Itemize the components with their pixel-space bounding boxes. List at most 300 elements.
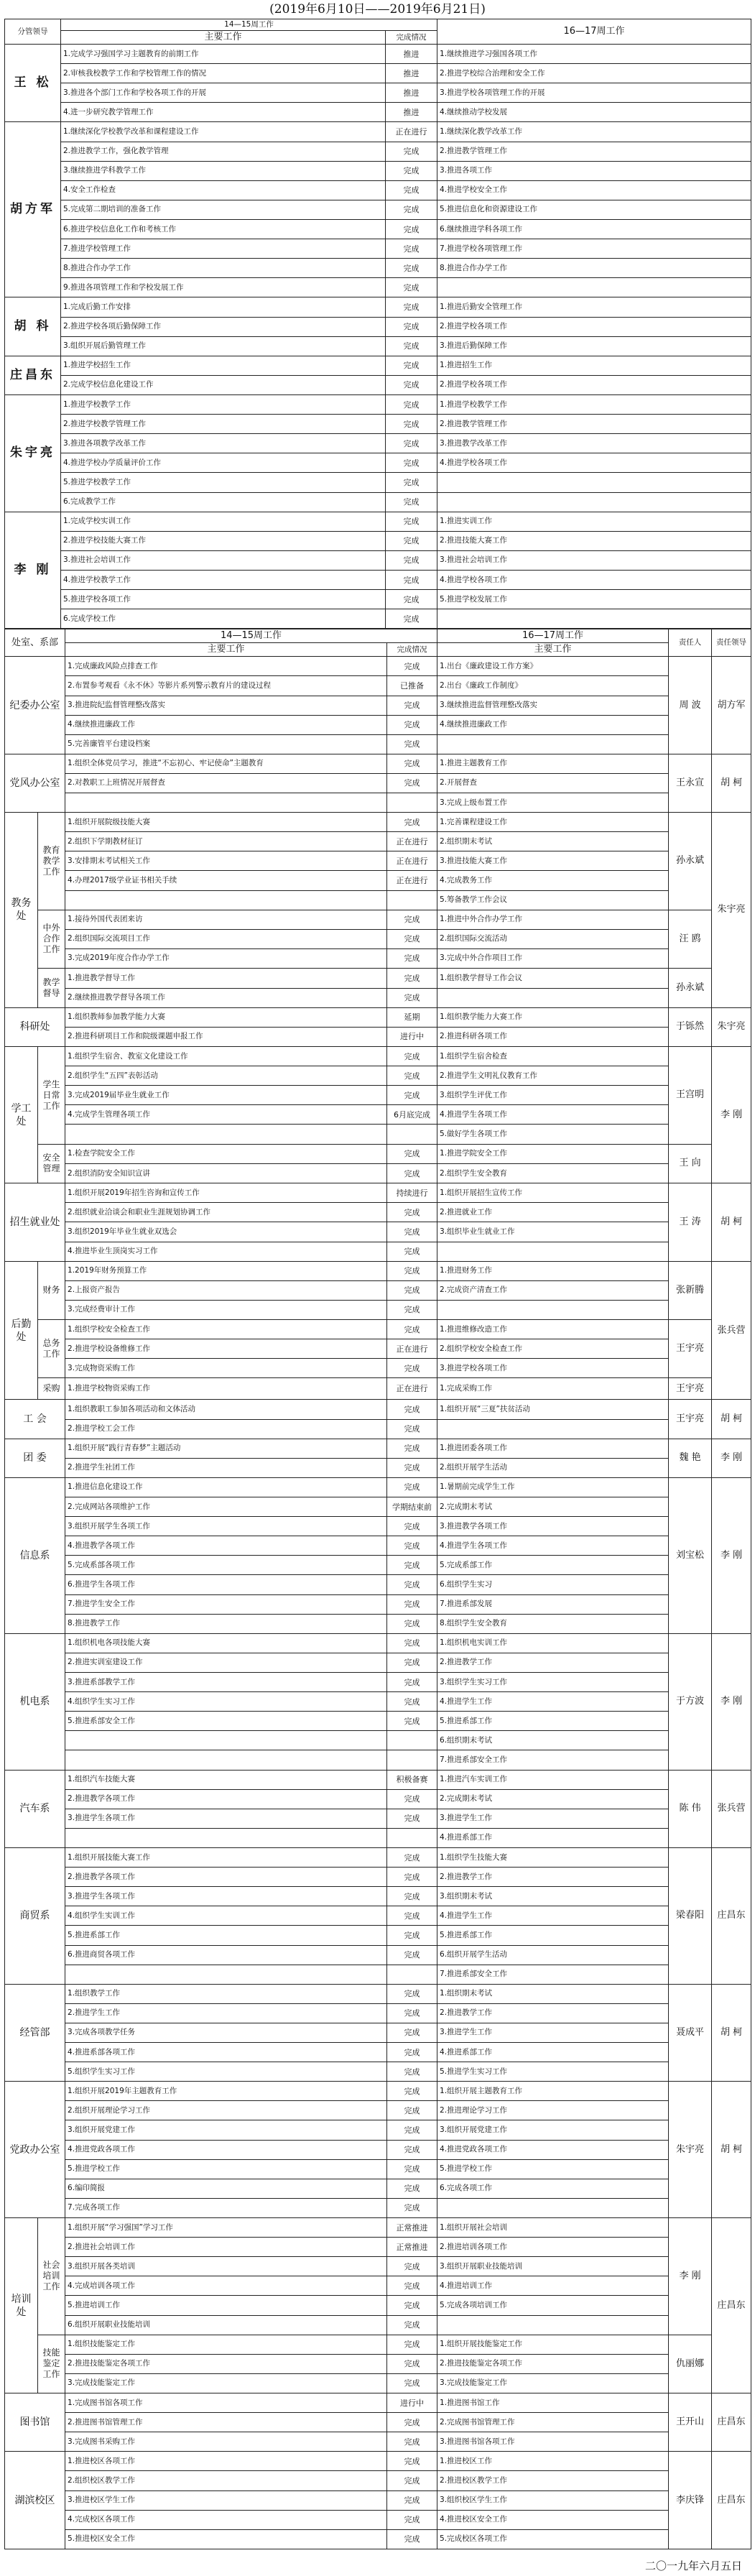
work-item-1415: 3.推进社会培训工作	[61, 550, 386, 570]
work-item-1415: 1.继续深化学校教学改革和课程建设工作	[61, 122, 386, 142]
table-row	[5, 1419, 751, 1439]
status-cell: 完成	[387, 1653, 437, 1672]
status-cell: 完成	[387, 773, 437, 793]
work-item-1617: 2.组织学校安全检查工作	[437, 1339, 669, 1359]
owner-name: 李 刚	[669, 2218, 712, 2335]
status-cell: 完成	[387, 2159, 437, 2179]
work-item-1617: 1.完成采购工作	[437, 1378, 669, 1400]
responsible-leader: 庄昌东	[712, 2452, 751, 2549]
work-item-1415: 2.推进教学各项工作	[65, 1789, 387, 1809]
table-row	[5, 200, 751, 219]
table-row	[5, 2315, 751, 2335]
work-item-1617: 5.做好学生各项工作	[437, 1125, 669, 1144]
status-cell: 完成	[387, 2490, 437, 2510]
table-row	[5, 2257, 751, 2276]
table-row	[5, 2198, 751, 2217]
work-item-1415: 3.组织开展各类培训	[65, 2257, 387, 2276]
status-cell: 完成	[387, 1517, 437, 1536]
work-item-1415: 3.完成2019届毕业生就业工作	[65, 1086, 387, 1105]
work-item-1415: 1.推进校区各项工作	[65, 2452, 387, 2471]
work-item-1617	[437, 988, 669, 1007]
work-item-1617	[437, 1242, 669, 1261]
responsible-leader: 胡 柯	[712, 2082, 751, 2218]
status-cell: 完成	[387, 2354, 437, 2373]
owner-name: 王 向	[669, 1144, 712, 1183]
work-item-1415: 8.推进教学工作	[65, 1614, 387, 1633]
table-row	[5, 793, 751, 813]
work-item-1415: 5.推进学校各项工作	[61, 590, 386, 609]
work-item-1415: 6.完成学校工作	[61, 609, 386, 629]
status-cell: 完成	[387, 2276, 437, 2296]
status-cell	[387, 1828, 437, 1847]
work-item-1415: 7.完成各项工作	[65, 2198, 387, 2217]
date-range: (2019年6月10日——2019年6月21日)	[269, 2, 486, 17]
table-row	[5, 2529, 751, 2549]
work-item-1415: 2.推进学校技能大赛工作	[61, 531, 386, 550]
work-item-1415: 4.完成培训各项工作	[65, 2276, 387, 2296]
table-row	[5, 1809, 751, 1828]
work-item-1617: 1.推进维修改造工作	[437, 1320, 669, 1339]
work-item-1415: 5.完成第二期培训的准备工作	[61, 200, 386, 219]
work-item-1617: 6.完成各项工作	[437, 2179, 669, 2198]
sub-section-name: 财务	[38, 1261, 65, 1319]
status-cell	[387, 890, 437, 910]
sub-section-name: 总务工作	[38, 1320, 65, 1378]
leader-work-table	[4, 19, 751, 629]
responsible-leader: 张兵营	[712, 1261, 751, 1400]
sub-section-name: 技能鉴定工作	[38, 2335, 65, 2393]
table-row	[5, 1439, 751, 1458]
work-item-1415: 1.组织学校安全检查工作	[65, 1320, 387, 1339]
work-item-1415	[65, 890, 387, 910]
work-item-1617: 2.推进学校各项工作	[437, 317, 751, 336]
table-row	[5, 1300, 751, 1319]
responsible-leader: 胡方军	[712, 657, 751, 754]
status-cell: 完成	[387, 2198, 437, 2217]
owner-name: 于铄然	[669, 1007, 712, 1046]
status-cell: 推进	[386, 103, 437, 122]
work-item-1415: 2.组织下学期教材征订	[65, 832, 387, 851]
table-row	[5, 1164, 751, 1183]
work-item-1415: 3.完成图书采购工作	[65, 2432, 387, 2452]
status-cell: 完成	[387, 910, 437, 929]
status-cell: 完成	[387, 2413, 437, 2432]
work-item-1415: 3.组织开展学生各项工作	[65, 1517, 387, 1536]
status-cell: 完成	[387, 988, 437, 1007]
responsible-leader: 胡 柯	[712, 1183, 751, 1261]
status-cell: 完成	[387, 1984, 437, 2003]
work-item-1415: 2.推进科研项目工作和院级课题申报工作	[65, 1027, 387, 1046]
work-item-1415: 3.推进学生各项工作	[65, 1887, 387, 1906]
work-item-1617: 2.推进技能大赛工作	[437, 531, 751, 550]
status-cell: 完成	[387, 1712, 437, 1731]
table-row	[5, 696, 751, 715]
table-row	[5, 2023, 751, 2042]
work-item-1415: 1.推进学校招生工作	[61, 356, 386, 375]
header-w1617: 16—17周工作	[437, 19, 751, 45]
work-item-1617: 5.推进信息化和资源建设工作	[437, 200, 751, 219]
table-row	[5, 657, 751, 676]
work-item-1617: 4.推进学生工作	[437, 1906, 669, 1926]
work-item-1415: 1.组织教职工参加各项活动和文体活动	[65, 1400, 387, 1419]
work-item-1617: 3.推进学校各项工作	[437, 1359, 669, 1378]
table-row	[5, 434, 751, 453]
table-row	[5, 1280, 751, 1300]
status-cell: 完成	[386, 200, 437, 219]
work-item-1415: 1.组织机电各项技能大赛	[65, 1633, 387, 1653]
header-resp-leader: 责任领导	[712, 629, 751, 657]
status-cell: 完成	[387, 1300, 437, 1319]
work-item-1415: 2.组织消防安全知识宣讲	[65, 1164, 387, 1183]
work-item-1617: 3.组织期末考试	[437, 1887, 669, 1906]
work-item-1617: 1.组织开展技能鉴定工作	[437, 2335, 669, 2354]
work-item-1617: 8.组织学生安全教育	[437, 1614, 669, 1633]
work-item-1415: 1.组织开展2019年主题教育工作	[65, 2082, 387, 2101]
table-row	[5, 161, 751, 180]
work-item-1617: 1.推进后勤安全管理工作	[437, 297, 751, 317]
work-item-1415: 1.组织开展“学习强国”学习工作	[65, 2218, 387, 2238]
status-cell: 进行中	[387, 1027, 437, 1046]
owner-name: 王宇亮	[669, 1378, 712, 1400]
header-main-work-b: 主要工作	[65, 643, 387, 657]
status-cell: 推进	[386, 64, 437, 83]
status-cell: 完成	[386, 492, 437, 512]
work-item-1617: 7.推进系部发展	[437, 1594, 669, 1614]
header-w1415: 14—15周工作	[61, 19, 437, 31]
status-cell: 完成	[387, 813, 437, 832]
work-item-1617: 2.推进教学工作	[437, 1868, 669, 1887]
status-cell: 持续进行	[387, 1183, 437, 1203]
work-item-1617: 5.完成系部工作	[437, 1556, 669, 1575]
work-item-1415: 2.推进学校各项后勤保障工作	[61, 317, 386, 336]
status-cell: 完成	[387, 948, 437, 968]
work-item-1415: 3.推进院纪监督管理整改落实	[65, 696, 387, 715]
table-row	[5, 1672, 751, 1691]
status-cell: 完成	[387, 2529, 437, 2549]
work-item-1617: 3.推进社会培训工作	[437, 550, 751, 570]
status-cell: 完成	[387, 1439, 437, 1458]
table-row	[5, 676, 751, 696]
header-main-work: 主要工作	[61, 31, 386, 45]
work-item-1617: 1.推进中外合作办学工作	[437, 910, 669, 929]
table-row	[5, 1965, 751, 1984]
responsible-leader: 胡 柯	[712, 1984, 751, 2082]
leader-name: 胡 科	[5, 297, 61, 356]
work-item-1415: 2.布置参考观看《永不休》等影片系列警示教育片的建设过程	[65, 676, 387, 696]
table-row	[5, 1653, 751, 1672]
status-cell: 完成	[387, 2101, 437, 2120]
work-item-1617: 5.完成各项培训工作	[437, 2296, 669, 2315]
table-row	[5, 219, 751, 239]
status-cell: 完成	[387, 969, 437, 989]
work-item-1617: 2.开展督查	[437, 773, 669, 793]
work-item-1617: 4.推进学校各项工作	[437, 453, 751, 473]
table-row	[5, 1906, 751, 1926]
work-item-1617: 2.推进学校综合治理和安全工作	[437, 64, 751, 83]
work-item-1617: 1.组织开展社会培训	[437, 2218, 669, 2238]
department-name: 经管部	[5, 1984, 65, 2082]
work-item-1415: 6.完成教学工作	[61, 492, 386, 512]
work-item-1415: 6.组织开展职业技能培训	[65, 2315, 387, 2335]
table-row	[5, 1222, 751, 1242]
status-cell: 完成	[387, 2510, 437, 2529]
work-item-1617: 7.推进系部安全工作	[437, 1965, 669, 1984]
work-item-1617: 1.组织开展招生宣传工作	[437, 1183, 669, 1203]
status-cell: 完成	[387, 1046, 437, 1066]
work-item-1617: 1.推进图书馆工作	[437, 2393, 669, 2413]
status-cell: 完成	[386, 239, 437, 259]
table-row	[5, 2218, 751, 2238]
sub-section-name: 采购	[38, 1378, 65, 1400]
work-item-1617: 5.推进系部工作	[437, 1712, 669, 1731]
work-item-1415: 6.推进学校信息化工作和考核工作	[61, 219, 386, 239]
table-row	[5, 239, 751, 259]
responsible-leader: 李 刚	[712, 1633, 751, 1770]
status-cell: 完成	[387, 1144, 437, 1164]
work-item-1415: 4.推进教学各项工作	[65, 1536, 387, 1556]
work-item-1617: 3.推进教学改革工作	[437, 434, 751, 453]
work-item-1617	[437, 492, 751, 512]
work-item-1617: 3.推进学生工作	[437, 2023, 669, 2042]
sub-section-name: 社会培训工作	[38, 2218, 65, 2335]
work-item-1415: 2.推进教学工作，强化教学管理	[61, 142, 386, 161]
responsible-leader: 李 刚	[712, 1477, 751, 1633]
table-row	[5, 2296, 751, 2315]
status-cell: 正常推进	[387, 2238, 437, 2257]
work-item-1415: 3.推进校区学生工作	[65, 2490, 387, 2510]
work-item-1415	[65, 1750, 387, 1770]
work-item-1415: 3.组织开展党建工作	[65, 2120, 387, 2140]
work-item-1617	[437, 734, 669, 754]
status-cell: 完成	[387, 1926, 437, 1945]
status-cell: 完成	[387, 1692, 437, 1712]
work-item-1617: 3.组织毕业生就业工作	[437, 1222, 669, 1242]
work-item-1415: 3.完成经费审计工作	[65, 1300, 387, 1319]
status-cell: 完成	[387, 2257, 437, 2276]
table-row	[5, 336, 751, 356]
work-item-1617: 3.推进技能大赛工作	[437, 851, 669, 871]
work-item-1617: 2.推进就业工作	[437, 1203, 669, 1222]
status-cell: 完成	[387, 1203, 437, 1222]
status-cell: 完成	[387, 657, 437, 676]
status-cell: 完成	[387, 1400, 437, 1419]
status-cell: 推进	[386, 45, 437, 64]
work-item-1617: 2.推进培训各项工作	[437, 2238, 669, 2257]
header-owner: 责任人	[669, 629, 712, 657]
status-cell: 完成	[386, 259, 437, 278]
status-cell: 完成	[387, 1164, 437, 1183]
status-cell: 完成	[387, 1242, 437, 1261]
work-item-1415: 2.推进社会培训工作	[65, 2238, 387, 2257]
status-cell: 完成	[386, 161, 437, 180]
table-row	[5, 570, 751, 589]
table-row	[5, 492, 751, 512]
table-row	[5, 1105, 751, 1125]
table-row	[5, 1261, 751, 1280]
status-cell: 正在进行	[387, 1339, 437, 1359]
work-item-1617: 4.推进学生工作	[437, 1692, 669, 1712]
work-item-1617: 1.继续推进学习强国各项工作	[437, 45, 751, 64]
work-item-1415: 3.组织开展后勤管理工作	[61, 336, 386, 356]
status-cell: 完成	[387, 715, 437, 734]
leader-name: 朱宇亮	[5, 394, 61, 512]
work-item-1617: 2.组织国际交流活动	[437, 929, 669, 948]
table-row	[5, 2373, 751, 2393]
work-item-1415	[65, 1828, 387, 1847]
status-cell: 完成	[387, 734, 437, 754]
table-row	[5, 851, 751, 871]
work-item-1415: 4.推进学校教学工作	[61, 570, 386, 589]
work-item-1415: 5.完成系部各项工作	[65, 1556, 387, 1575]
work-item-1415: 2.推进教学各项工作	[65, 1868, 387, 1887]
work-item-1617: 1.推进团委各项工作	[437, 1439, 669, 1458]
owner-name: 周 波	[669, 657, 712, 754]
work-item-1415: 1.组织教师参加教学能力大赛	[65, 1007, 387, 1027]
status-cell	[387, 793, 437, 813]
table-row	[5, 1692, 751, 1712]
status-cell: 完成	[386, 317, 437, 336]
table-row	[5, 531, 751, 550]
table-row	[5, 2140, 751, 2159]
work-item-1617: 6.组织开展学生活动	[437, 1945, 669, 1965]
leader-name: 庄昌东	[5, 356, 61, 394]
status-cell: 完成	[387, 1458, 437, 1477]
status-cell: 学期结束前	[387, 1497, 437, 1516]
owner-name: 王宇亮	[669, 1400, 712, 1439]
work-item-1415: 1.组织开展技能大赛工作	[65, 1847, 387, 1867]
table-row	[5, 871, 751, 890]
owner-name: 刘宝松	[669, 1477, 712, 1633]
table-row	[5, 1868, 751, 1887]
work-item-1415: 1.组织全体党员学习，推进“不忘初心、牢记使命”主题教育	[65, 754, 387, 773]
work-item-1415: 5.推进系部工作	[65, 1926, 387, 1945]
department-name: 汽车系	[5, 1770, 65, 1847]
work-item-1617: 4.完成教务工作	[437, 871, 669, 890]
work-item-1415: 4.继续推进廉政工作	[65, 715, 387, 734]
footer-date: 二〇一九年六月五日	[644, 2559, 742, 2572]
table-row	[5, 988, 751, 1007]
table-row	[5, 1828, 751, 1847]
table-row	[5, 375, 751, 394]
status-cell: 完成	[387, 1672, 437, 1691]
work-item-1617: 6.继续推进学科各项工作	[437, 219, 751, 239]
status-cell: 完成	[386, 609, 437, 629]
table-row	[5, 1027, 751, 1046]
work-item-1415: 1.组织汽车技能大赛	[65, 1770, 387, 1789]
work-item-1617	[437, 1419, 669, 1439]
work-item-1617: 1.推进汽车实训工作	[437, 1770, 669, 1789]
work-item-1415: 4.组织学生实训工作	[65, 1906, 387, 1926]
status-cell: 完成	[387, 2140, 437, 2159]
status-cell: 完成	[386, 512, 437, 531]
work-item-1617: 2.组织学生安全教育	[437, 1164, 669, 1183]
work-item-1617: 4.推进学校各项工作	[437, 570, 751, 589]
status-cell: 正在进行	[387, 1378, 437, 1400]
work-item-1415: 5.推进校区安全工作	[65, 2529, 387, 2549]
table-row	[5, 832, 751, 851]
table-row	[5, 2003, 751, 2023]
header-status-b: 完成情况	[387, 643, 437, 657]
work-item-1617: 4.推进系部工作	[437, 1828, 669, 1847]
status-cell: 6月底完成	[387, 1105, 437, 1125]
owner-name: 李庆锋	[669, 2452, 712, 2549]
work-item-1617: 4.继续推进廉政工作	[437, 715, 669, 734]
table-row	[5, 1359, 751, 1378]
work-item-1415: 3.安排期末考试相关工作	[65, 851, 387, 871]
responsible-leader: 胡 柯	[712, 754, 751, 812]
status-cell: 完成	[387, 1086, 437, 1105]
work-item-1617: 1.推进实训工作	[437, 512, 751, 531]
work-item-1617: 3.推进各项工作	[437, 161, 751, 180]
header-status: 完成情况	[386, 31, 437, 45]
work-item-1617: 5.筹备教学工作会议	[437, 890, 669, 910]
status-cell: 完成	[386, 453, 437, 473]
work-item-1415: 4.进一步研究教学管理工作	[61, 103, 386, 122]
work-item-1415: 2.推进实训室建设工作	[65, 1653, 387, 1672]
work-item-1415: 2.完成网站各项维护工作	[65, 1497, 387, 1516]
status-cell: 完成	[387, 1261, 437, 1280]
work-item-1617: 3.完成技能鉴定工作	[437, 2373, 669, 2393]
work-item-1617: 5.完成校区各项工作	[437, 2529, 669, 2549]
work-item-1415: 3.推进各项教学改革工作	[61, 434, 386, 453]
status-cell: 完成	[386, 434, 437, 453]
department-name: 图书馆	[5, 2393, 65, 2452]
status-cell: 完成	[386, 336, 437, 356]
table-row	[5, 2276, 751, 2296]
work-item-1415: 4.推进党政各项工作	[65, 2140, 387, 2159]
header-w1415-b: 14—15周工作	[65, 629, 437, 643]
work-item-1415: 2.组织学生“五四”表彰活动	[65, 1066, 387, 1086]
work-item-1617: 3.推进学校各项管理工作的开展	[437, 83, 751, 103]
work-item-1415: 2.推进学生社团工作	[65, 1458, 387, 1477]
work-item-1617: 2.组织开展学生活动	[437, 1458, 669, 1477]
work-item-1617: 5.推进系部工作	[437, 1926, 669, 1945]
table-row	[5, 2354, 751, 2373]
work-item-1617: 3.完成上级布置工作	[437, 793, 669, 813]
work-item-1415: 1.组织学生宿舍、教室文化建设工作	[65, 1046, 387, 1066]
table-row	[5, 1750, 751, 1770]
department-name: 机电系	[5, 1633, 65, 1770]
owner-name: 仇丽娜	[669, 2335, 712, 2393]
work-item-1617: 3.推进后勤保障工作	[437, 336, 751, 356]
work-item-1617: 4.推进学生各项工作	[437, 1105, 669, 1125]
status-cell: 完成	[386, 142, 437, 161]
table-row	[5, 1926, 751, 1945]
status-cell: 完成	[387, 2471, 437, 2490]
table-row	[5, 83, 751, 103]
work-item-1415: 5.组织学生实习工作	[65, 2062, 387, 2082]
status-cell: 正在进行	[386, 122, 437, 142]
status-cell: 完成	[387, 1419, 437, 1439]
status-cell: 进行中	[387, 2393, 437, 2413]
work-item-1617: 1.组织教学能力大赛工作	[437, 1007, 669, 1027]
responsible-leader: 李 刚	[712, 1439, 751, 1477]
work-item-1415: 1.完成后勤工作安排	[61, 297, 386, 317]
status-cell	[387, 1731, 437, 1750]
work-item-1617: 2.推进学校各项工作	[437, 375, 751, 394]
status-cell	[387, 1965, 437, 1984]
work-item-1415: 7.推进学校管理工作	[61, 239, 386, 259]
work-item-1617: 1.推进学校教学工作	[437, 394, 751, 414]
table-row	[5, 2490, 751, 2510]
status-cell: 完成	[386, 394, 437, 414]
status-cell: 完成	[387, 1594, 437, 1614]
work-item-1415	[65, 1125, 387, 1144]
work-item-1415: 9.推进各项管理工作和学校发展工作	[61, 278, 386, 297]
work-item-1617: 2.出台《廉政工作制度》	[437, 676, 669, 696]
table-row	[5, 1477, 751, 1497]
work-item-1415: 4.推进系部各项工作	[65, 2043, 387, 2062]
